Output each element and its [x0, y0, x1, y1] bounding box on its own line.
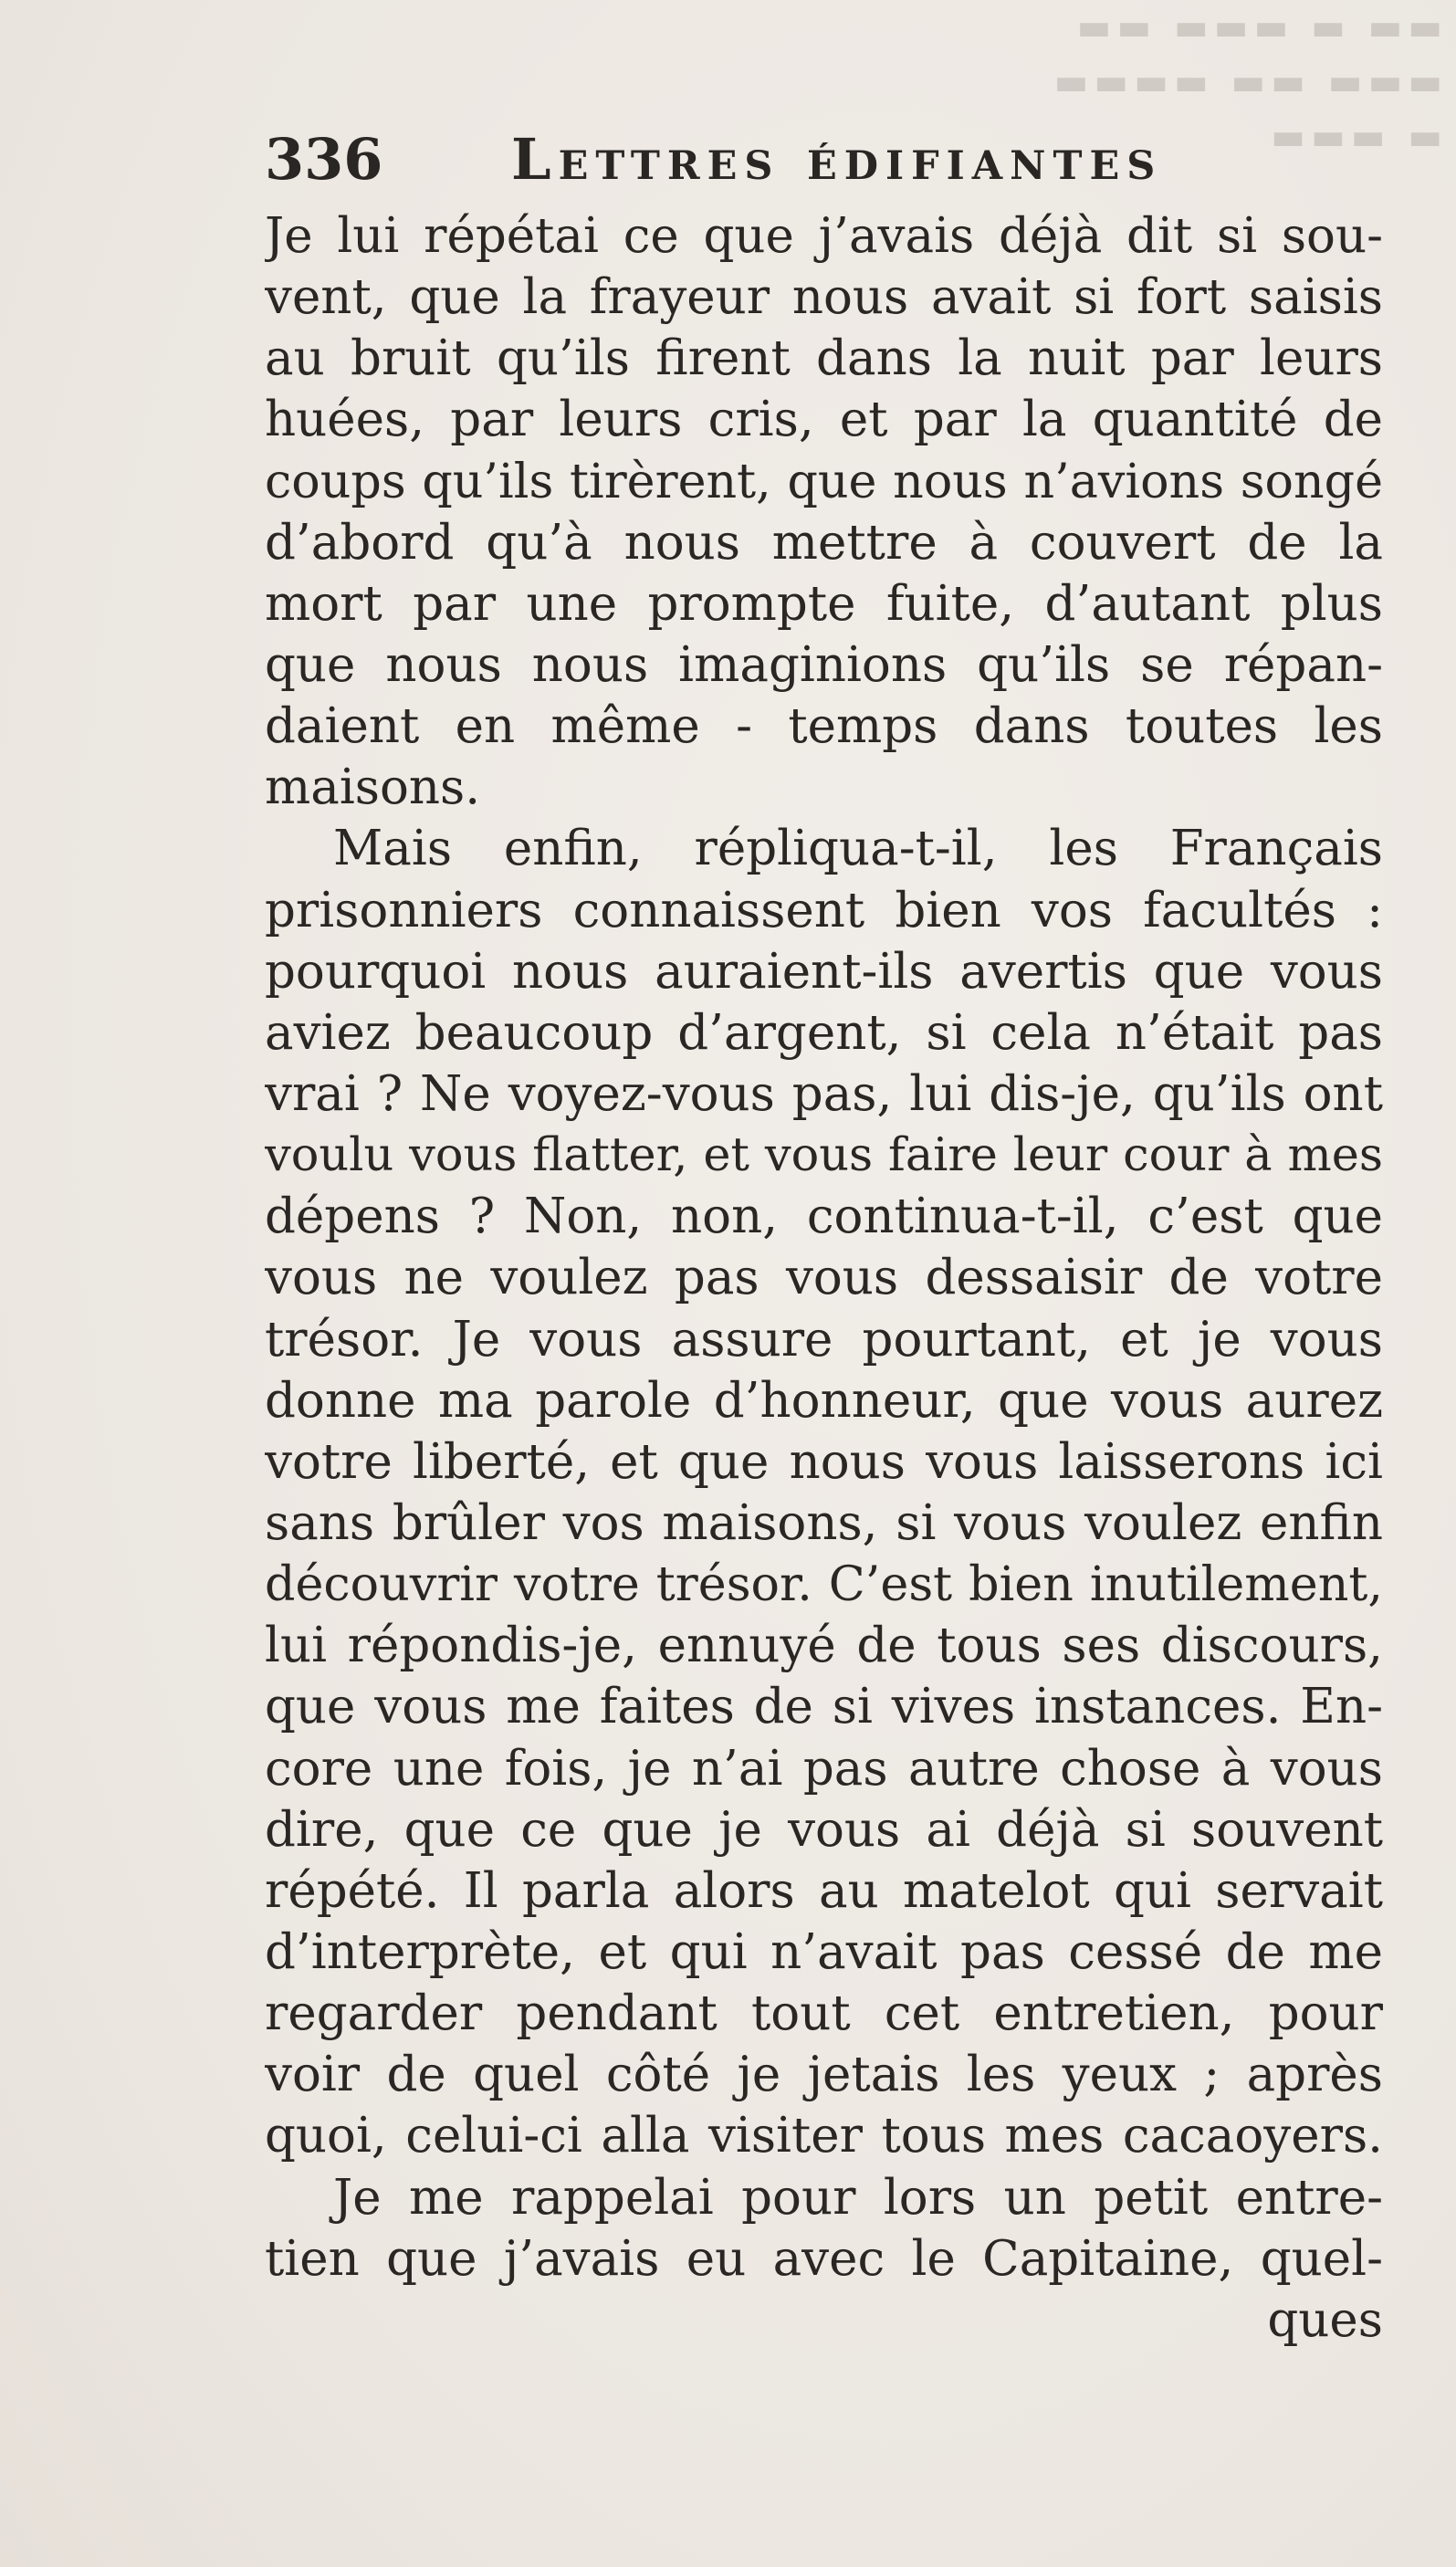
- text-line: voulu vous flatter, et vous faire leur cour à mes: [265, 1128, 1383, 1183]
- text-line: d’abord qu’à nous mettre à couvert de la: [265, 514, 1383, 571]
- text-line: Je lui répétai ce que j’avais déjà dit si sou-: [265, 208, 1383, 264]
- text-line: huées, par leurs cris, et par la quantité de: [265, 392, 1383, 448]
- text-line: lui répondis-je, ennuyé de tous ses discours,: [265, 1618, 1383, 1674]
- body-text: [265, 205, 1383, 2351]
- page-number: 336: [265, 126, 383, 193]
- text-line: voir de quel côté je jetais les yeux ; après: [265, 2047, 1383, 2103]
- text-line: pourquoi nous auraient-ils avertis que vous: [265, 943, 1383, 1000]
- text-line: coups qu’ils tirèrent, que nous n’avions songé: [265, 453, 1383, 509]
- text-line: regarder pendant tout cet entretien, pour: [265, 1985, 1383, 2042]
- text-line: au bruit qu’ils firent dans la nuit par leurs: [265, 330, 1383, 387]
- text-line: quoi, celui-ci alla visiter tous mes cacaoyers.: [265, 2108, 1383, 2164]
- show-through-text: ▬▬ ▬ ▬▬▬ ▬▬ ▬▬▬ ▬▬ ▬▬▬▬ ▬ ▬▬▬: [1048, 6, 1442, 158]
- text-line: dire, que ce que je vous ai déjà si souvent: [265, 1801, 1383, 1858]
- running-title: Lettres édifiantes: [511, 126, 1163, 193]
- text-line: Mais enfin, répliqua-t-il, les Français: [333, 821, 1383, 877]
- text-line: sans brûler vos maisons, si vous voulez enfin: [265, 1494, 1383, 1551]
- text-line: votre liberté, et que nous vous laisserons ici: [265, 1433, 1383, 1490]
- text-line: que vous me faites de si vives instances. En-: [265, 1679, 1383, 1735]
- text-line: d’interprète, et qui n’avait pas cessé de me: [265, 1923, 1383, 1980]
- text-line: vrai ? Ne voyez-vous pas, lui dis-je, qu’ils ont: [265, 1065, 1383, 1122]
- text-line: découvrir votre trésor. C’est bien inutilement,: [265, 1556, 1383, 1613]
- text-line: répété. Il parla alors au matelot qui servait: [265, 1862, 1383, 1919]
- text-line: mort par une prompte fuite, d’autant plus: [265, 575, 1383, 632]
- text-line: donne ma parole d’honneur, que vous aurez: [265, 1372, 1383, 1429]
- text-line: ques: [1267, 2291, 1383, 2348]
- text-line: aviez beaucoup d’argent, si cela n’était pas: [265, 1004, 1383, 1061]
- text-line: Je me rappelai pour lors un petit entre-: [333, 2169, 1383, 2226]
- page-header: [265, 123, 1360, 205]
- text-line: tien que j’avais eu avec le Capitaine, quel-: [265, 2230, 1383, 2287]
- text-line: maisons.: [265, 760, 481, 816]
- text-line: prisonniers connaissent bien vos facultés :: [265, 882, 1383, 938]
- text-line: vous ne voulez pas vous dessaisir de votre: [265, 1250, 1383, 1306]
- text-line: dépens ? Non, non, continua-t-il, c’est que: [265, 1189, 1383, 1245]
- text-line: que nous nous imaginions qu’ils se répan-: [265, 636, 1383, 693]
- text-line: core une fois, je n’ai pas autre chose à vous: [265, 1740, 1383, 1797]
- text-line: trésor. Je vous assure pourtant, et je vous: [265, 1311, 1383, 1367]
- text-line: vent, que la frayeur nous avait si fort saisis: [265, 269, 1383, 326]
- text-line: daient en même - temps dans toutes les: [265, 698, 1383, 755]
